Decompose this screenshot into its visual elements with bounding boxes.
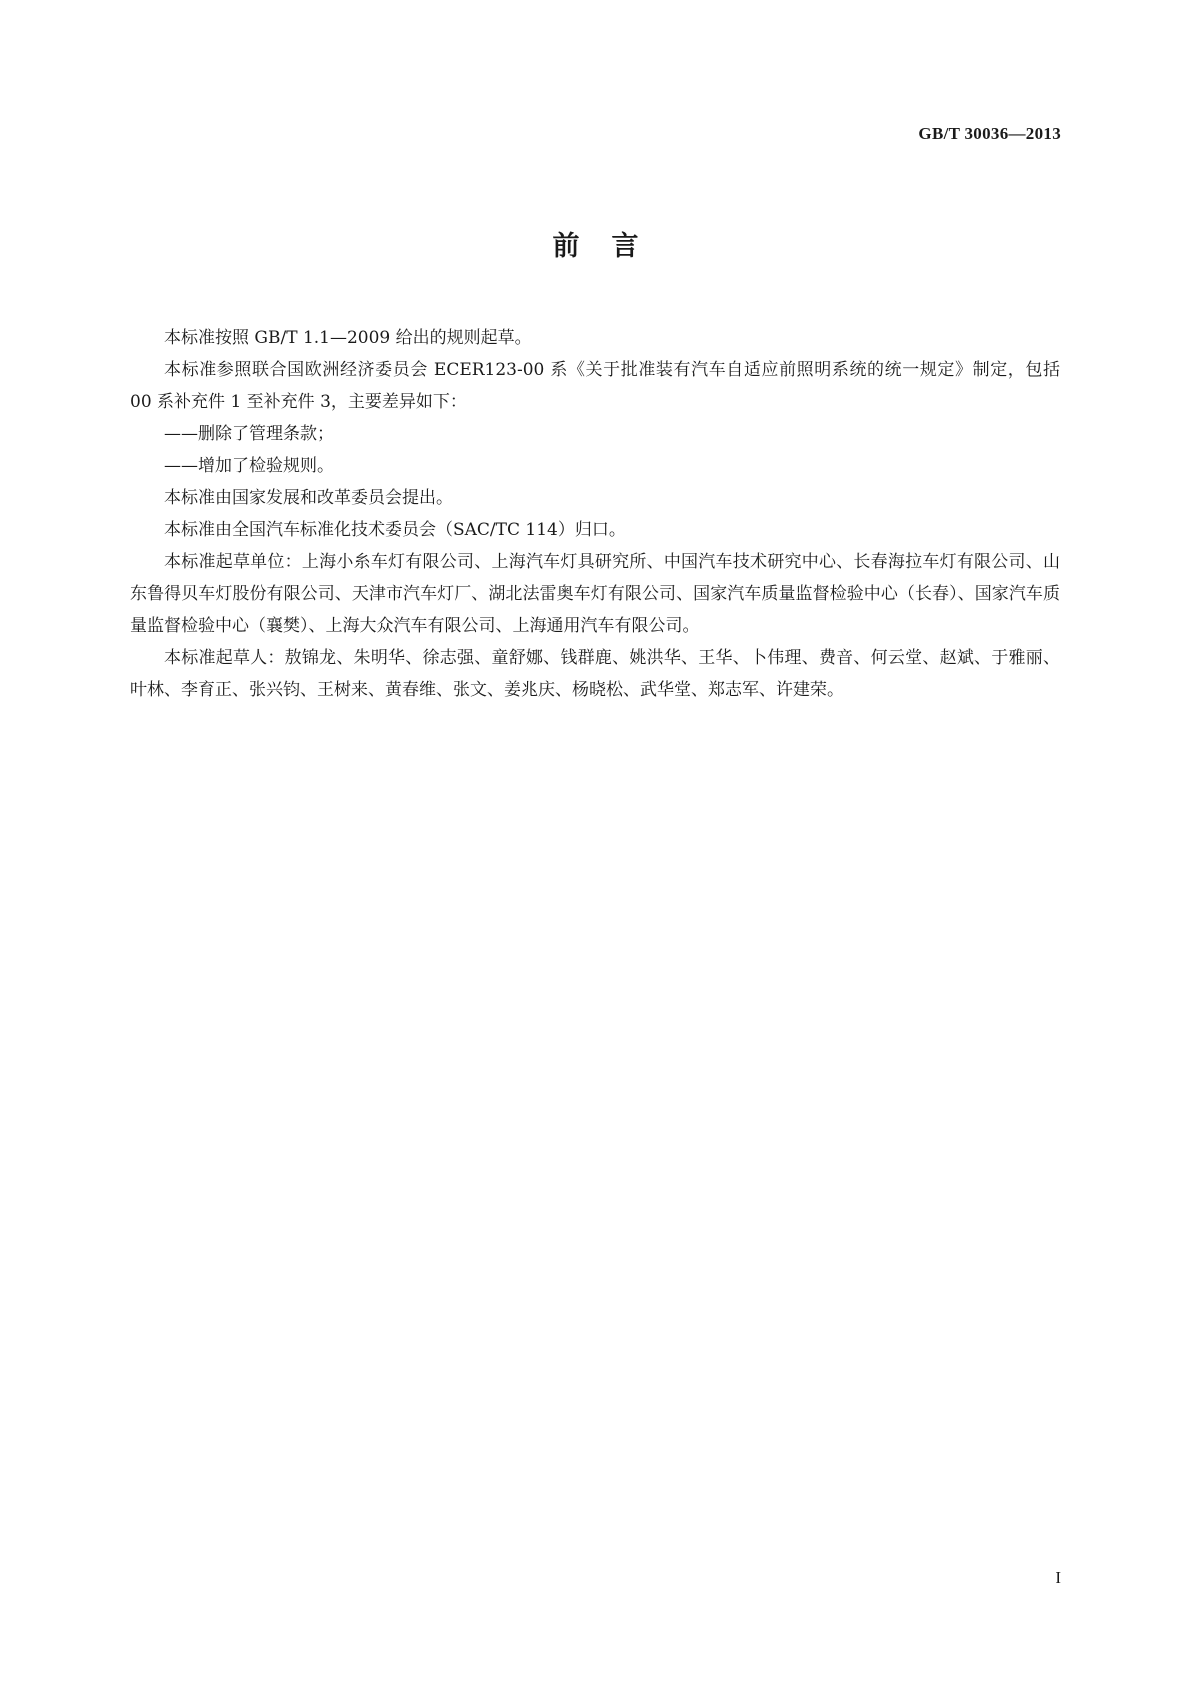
page-number: I xyxy=(1055,1568,1061,1587)
foreword-body xyxy=(130,322,1060,706)
page-title: 前言 xyxy=(552,231,671,262)
paragraph-proposer: 本标准由国家发展和改革委员会提出。 xyxy=(164,488,453,508)
paragraph-drafters: 本标准起草人：敖锦龙、朱明华、徐志强、童舒娜、钱群鹿、姚洪华、王华、卜伟理、费音、何云堂、赵斌、于雅丽、叶林、李育正、张兴钧、王树来、黄春维、张文、姜兆庆、杨晓松、武华堂、郑志军、许建荣。 xyxy=(130,648,1060,700)
paragraph-difference-1: ——删除了管理条款； xyxy=(164,424,334,444)
paragraph-reference-regulation: 本标准参照联合国欧洲经济委员会 ECER123-00 系《关于批准装有汽车自适应前照明系统的统一规定》制定，包括 00 系补充件 1 至补充件 3，主要差异如下： xyxy=(130,360,1060,412)
paragraph-drafting-rules: 本标准按照 GB/T 1.1—2009 给出的规则起草。 xyxy=(164,328,532,348)
standard-code: GB/T 30036—2013 xyxy=(918,124,1061,143)
paragraph-administrator: 本标准由全国汽车标准化技术委员会（SAC/TC 114）归口。 xyxy=(164,520,626,540)
paragraph-difference-2: ——增加了检验规则。 xyxy=(164,456,334,476)
paragraph-drafting-units: 本标准起草单位：上海小糸车灯有限公司、上海汽车灯具研究所、中国汽车技术研究中心、长春海拉车灯有限公司、山东鲁得贝车灯股份有限公司、天津市汽车灯厂、湖北法雷奥车灯有限公司、国家汽车质量监督检验中心（长春）、国家汽车质量监督检验中心（襄樊）、上海大众汽车有限公司、上海通用汽车有限公司。 xyxy=(130,552,1060,636)
